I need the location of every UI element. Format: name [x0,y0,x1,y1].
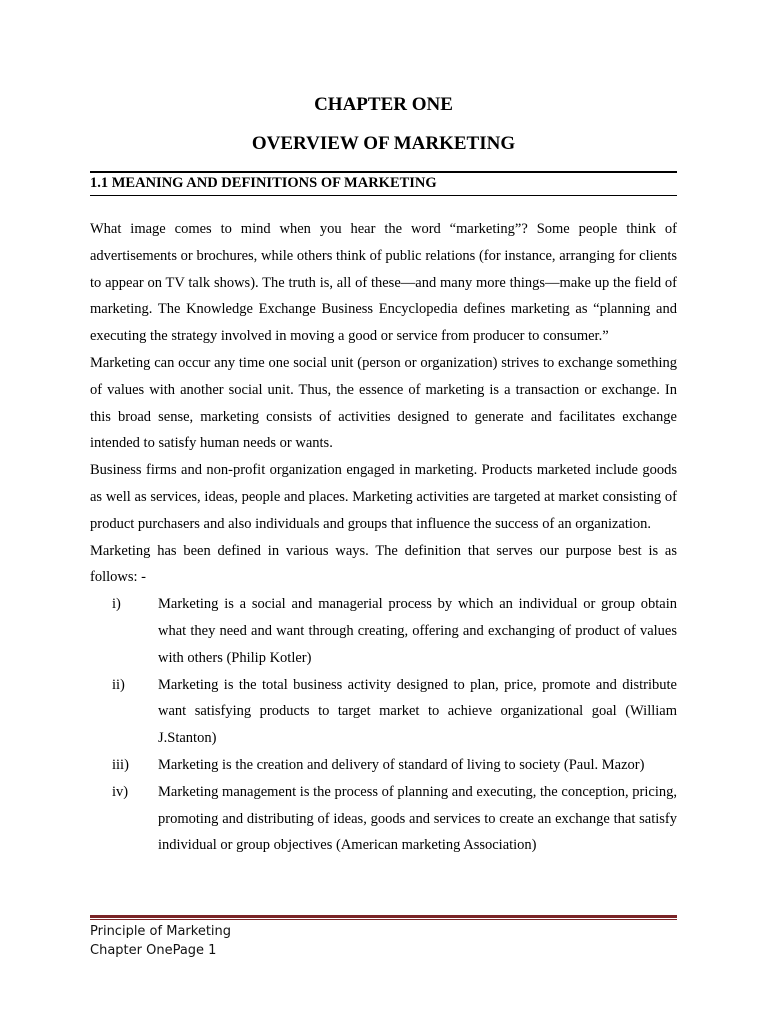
list-marker: ii) [112,676,125,693]
body-text [90,216,677,859]
footer-book-title: Principle of Marketing [90,924,232,939]
definition-item [90,779,677,859]
list-marker: iii) [112,756,129,773]
definition-list [90,591,677,859]
paragraph: Marketing has been defined in various ways. The definition that serves our purpose best is as follows: - [90,542,677,586]
footer-page-number: Chapter OnePage 1 [90,943,217,958]
chapter-heading: CHAPTER ONE [314,94,453,115]
definition-item [90,752,677,779]
paragraph: What image comes to mind when you hear the word “marketing”? Some people think of advertisements or brochures, while others think of public relations (for instance, arranging for clients to appear on TV talk shows). The truth is, all of these—and many more things—make up the field of marketing. The Knowledge Exchange Business Encyclopedia defines marketing as “planning and executing the strategy involved in moving a good or service from producer to consumer.” [90,221,677,345]
definition-item [90,591,677,671]
footer-rule [90,915,677,920]
list-marker: iv) [112,783,129,800]
document-page [90,0,677,1024]
page-footer [90,922,231,960]
list-marker: i) [112,596,121,613]
section-heading: 1.1 MEANING AND DEFINITIONS OF MARKETING [90,175,437,191]
chapter-title: OVERVIEW OF MARKETING [251,133,516,154]
definition-text: Marketing is the total business activity designed to plan, price, promote and distribute want satisfying products to target market to achieve organizational goal (William J.Stanton) [158,676,677,747]
definition-text: Marketing is a social and managerial process by which an individual or group obtain what they need and want through creating, offering and exchanging of product of values with others (Philip Kotler) [158,596,677,666]
definition-item [90,672,677,752]
definition-text: Marketing is the creation and delivery of standard of living to society (Paul. Mazor) [158,756,645,773]
paragraph: Business firms and non-profit organization engaged in marketing. Products marketed include goods as well as services, ideas, people and places. Marketing activities are targeted at market consisting of product purchasers and also individuals and groups that influence the success of an organization. [90,462,677,532]
definition-text: Marketing management is the process of planning and executing, the conception, pricing, promoting and distributing of ideas, goods and services to create an exchange that satisfy individual or group objectives (American marketing Association) [158,783,677,854]
paragraph: Marketing can occur any time one social unit (person or organization) strives to exchange something of values with another social unit. Thus, the essence of marketing is a transaction or exchange. In this broad sense, marketing consists of activities designed to generate and facilitates exchange intended to satisfy human needs or wants. [90,354,677,452]
